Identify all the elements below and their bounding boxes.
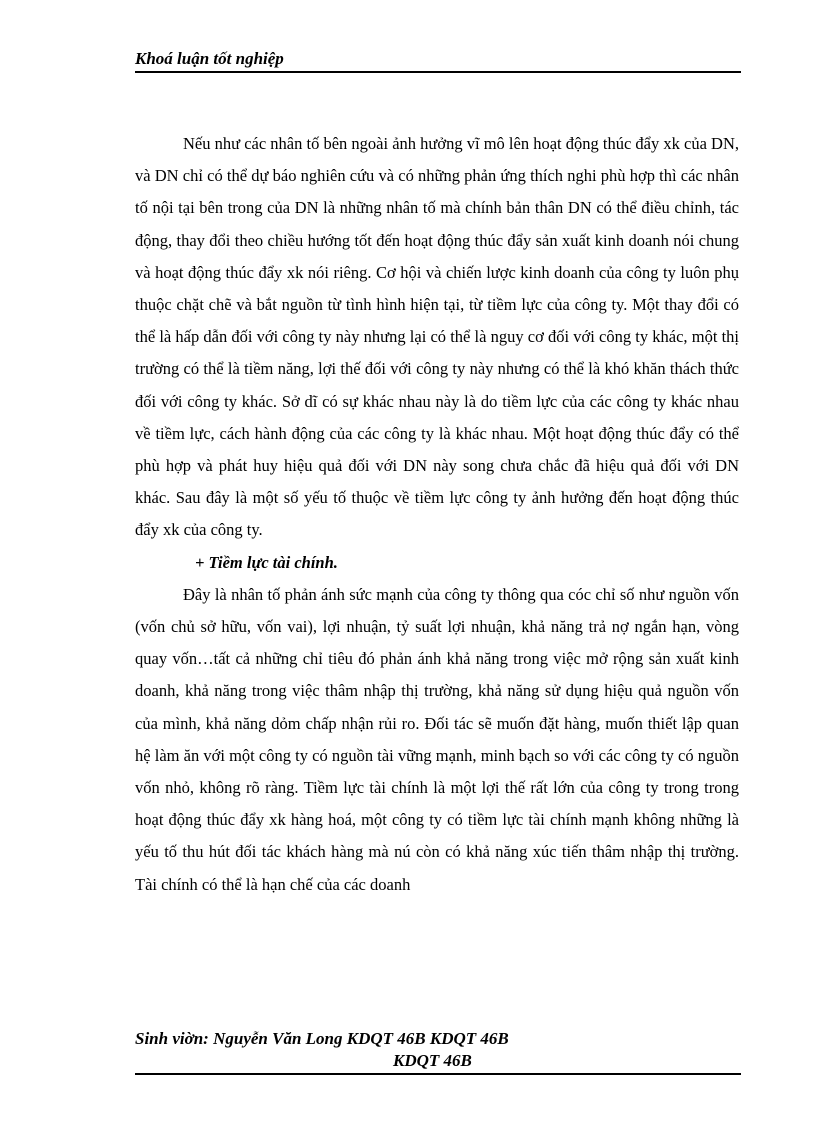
header-title: Khoá luận tốt nghiệp (135, 49, 284, 68)
footer-line-2: KDQT 46B (393, 1051, 472, 1070)
paragraph-1: Nếu như các nhân tố bên ngoài ảnh hưởng vĩ mô lên hoạt động thúc đẩy xk của DN, và DN chỉ có thể dự báo nghiên cứu và có những phản ứng thích nghi phù hợp thì các nhân tố nội tại bên trong của DN là những nhân tố mà chính bản thân DN có thể điều chỉnh, tác động, thay đổi theo chiều hướng tốt đến hoạt động thúc đẩy sản xuất kinh doanh nói chung và hoạt động thúc đẩy xk nói riêng. Cơ hội và chiến lược kinh doanh của công ty luôn phụ thuộc chặt chẽ và bắt nguồn từ tình hình hiện tại, từ tiềm lực của công ty. Một thay đổi có thể là hấp dẫn đối với công ty này nhưng lại có thể là nguy cơ đối với công ty khác, một thị trường có thể là tiềm năng, lợi thế đối với công ty này nhưng có thể là khó khăn thách thức đối với công ty khác. Sở dĩ có sự khác nhau này là do tiềm lực của các công ty khác nhau về tiềm lực, cách hành động của các công ty là khác nhau. Một hoạt động thúc đẩy có thể phù hợp và phát huy hiệu quả đối với DN này song chưa chắc đã hiệu quả đối với DN khác. Sau đây là một số yếu tố thuộc về tiềm lực công ty ảnh hưởng đến hoạt động thúc đẩy xk của công ty. (135, 134, 739, 540)
page-footer (135, 1028, 741, 1075)
page-header (135, 48, 741, 73)
document-body (135, 128, 739, 901)
section-subheading: + Tiềm lực tài chính. (195, 552, 338, 572)
footer-line-1: Sinh viờn: Nguyễn Văn Long KDQT 46B KDQT 46B (135, 1029, 509, 1048)
paragraph-2: Đây là nhân tố phản ánh sức mạnh của công ty thông qua cóc chỉ số như nguồn vốn (vốn chủ sở hữu, vốn vai), lợi nhuận, tỷ suất lợi nhuận, khả năng trả nợ ngắn hạn, vòng quay vốn…tất cả những chỉ tiêu đó phản ánh khả năng trong việc mở rộng sản xuất kinh doanh, khả năng trong việc thâm nhập thị trường, khả năng sử dụng hiệu quả nguồn vốn của mình, khả năng dỏm chấp nhận rủi ro. Đối tác sẽ muốn đặt hàng, muốn thiết lập quan hệ làm ăn với một công ty có nguồn tài vững mạnh, minh bạch so với các công ty có nguồn vốn nhỏ, không rõ ràng. Tiềm lực tài chính là một lợi thế rất lớn của công ty trong trong hoạt động thúc đẩy xk hàng hoá, một công ty có tiềm lực tài chính mạnh không những là yếu tố thu hút đối tác khách hàng mà nú còn có khả năng xúc tiến thâm nhập thị trường. Tài chính có thể là hạn chế của các doanh (135, 584, 739, 894)
